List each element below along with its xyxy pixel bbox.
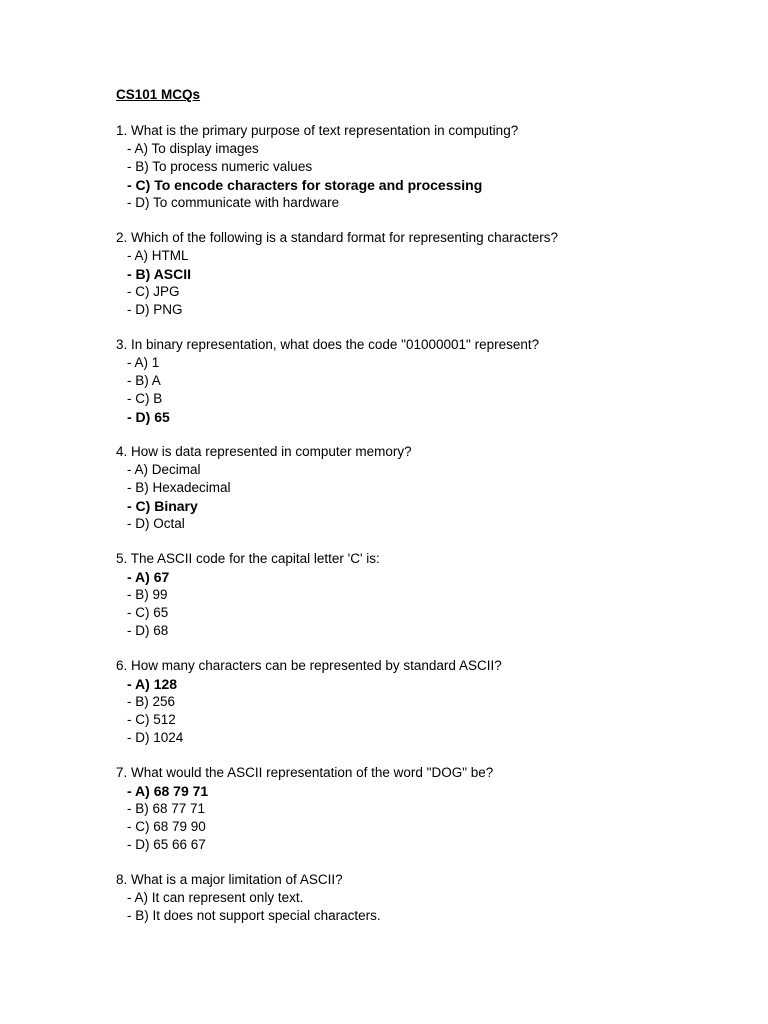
document-title: CS101 MCQs — [116, 87, 201, 102]
question-4 — [116, 443, 736, 533]
question-text: 5. The ASCII code for the capital letter 'C' is: — [116, 551, 380, 566]
answer-option: - D) 68 — [127, 623, 169, 638]
question-3 — [116, 336, 736, 426]
answer-option: - C) 65 — [127, 605, 169, 620]
answer-option: - D) 1024 — [127, 730, 184, 745]
question-text: 2. Which of the following is a standard format for representing characters? — [116, 230, 558, 245]
question-8 — [116, 871, 736, 925]
answer-option-correct: - C) Binary — [127, 498, 198, 514]
question-text: 8. What is a major limitation of ASCII? — [116, 872, 343, 887]
answer-option: - D) PNG — [127, 302, 183, 317]
answer-option: - B) 99 — [127, 587, 168, 602]
answer-option: - B) To process numeric values — [127, 159, 313, 174]
document-content — [116, 86, 736, 942]
answer-option: - D) 65 66 67 — [127, 837, 206, 852]
answer-option: - A) It can represent only text. — [127, 890, 304, 905]
answer-option: - A) 1 — [127, 355, 160, 370]
answer-option-correct: - D) 65 — [127, 409, 170, 425]
answer-option: - B) Hexadecimal — [127, 480, 231, 495]
question-6 — [116, 657, 736, 747]
question-text: 6. How many characters can be represented by standard ASCII? — [116, 658, 502, 673]
answer-option-correct: - A) 67 — [127, 569, 170, 585]
answer-option: - B) 68 77 71 — [127, 801, 206, 816]
answer-option: - B) It does not support special characters. — [127, 908, 381, 923]
question-text: 1. What is the primary purpose of text representation in computing? — [116, 123, 519, 138]
question-text: 3. In binary representation, what does the code "01000001" represent? — [116, 337, 540, 352]
answer-option: - A) Decimal — [127, 462, 201, 477]
answer-option-correct: - A) 68 79 71 — [127, 783, 209, 799]
answer-option: - B) A — [127, 373, 161, 388]
question-1 — [116, 122, 736, 212]
question-7 — [116, 764, 736, 854]
answer-option: - D) To communicate with hardware — [127, 195, 340, 210]
answer-option: - D) Octal — [127, 516, 185, 531]
answer-option: - B) 256 — [127, 694, 176, 709]
answer-option-correct: - A) 128 — [127, 676, 178, 692]
question-text: 7. What would the ASCII representation of the word "DOG" be? — [116, 765, 494, 780]
answer-option: - A) To display images — [127, 141, 259, 156]
answer-option-correct: - C) To encode characters for storage and processing — [127, 177, 483, 193]
answer-option: - C) 68 79 90 — [127, 819, 206, 834]
answer-option-correct: - B) ASCII — [127, 266, 192, 282]
question-2 — [116, 229, 736, 319]
answer-option: - A) HTML — [127, 248, 189, 263]
question-text: 4. How is data represented in computer memory? — [116, 444, 412, 459]
answer-option: - C) B — [127, 391, 163, 406]
question-list — [116, 122, 736, 925]
answer-option: - C) JPG — [127, 284, 180, 299]
question-5 — [116, 550, 736, 640]
answer-option: - C) 512 — [127, 712, 176, 727]
